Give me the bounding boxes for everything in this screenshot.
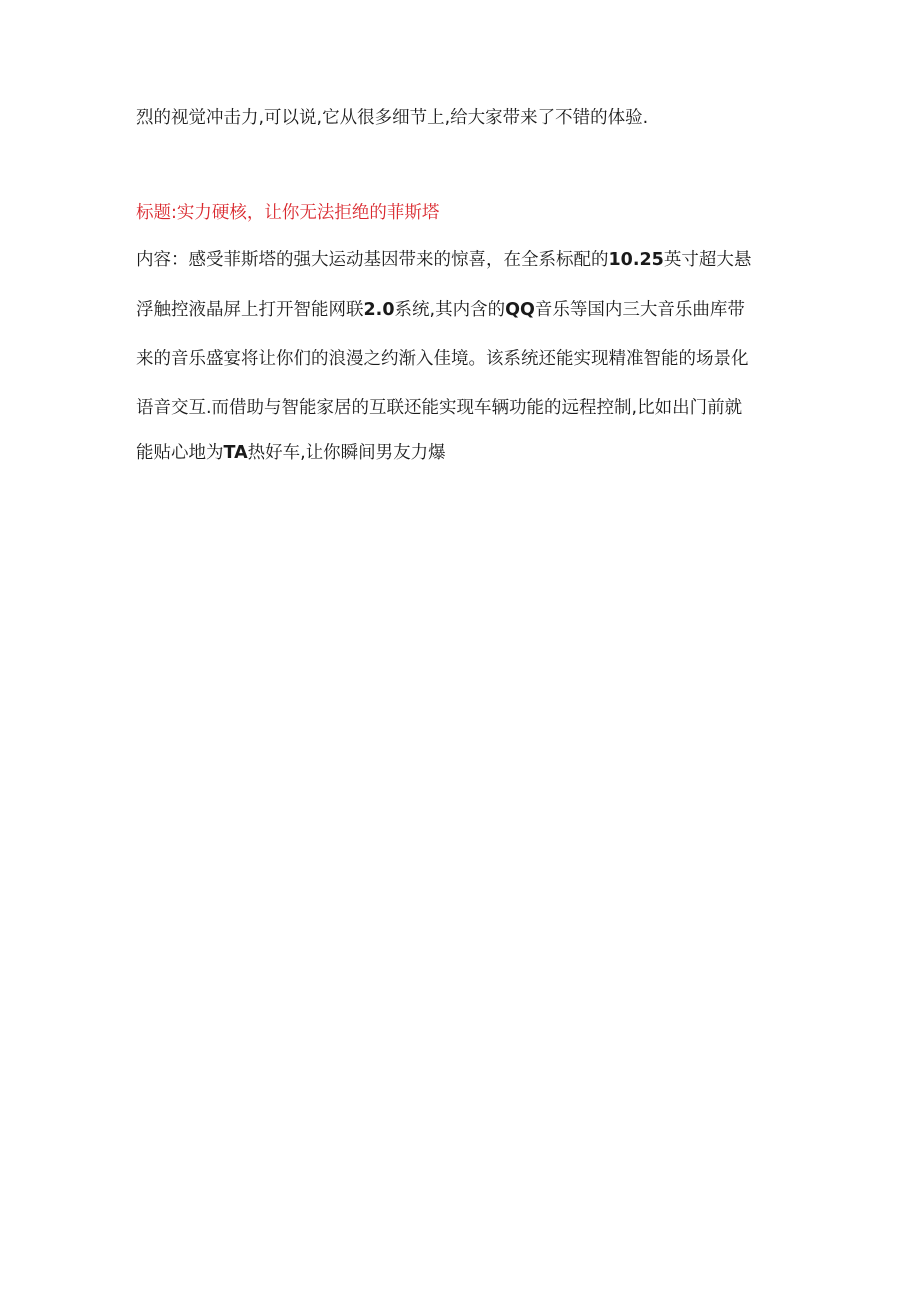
content-bold-brand: QQ: [505, 300, 535, 320]
section-heading: 标题:实力硬核，让你无法拒绝的菲斯塔: [136, 203, 440, 223]
content-text: 系统,其内含的: [394, 300, 506, 320]
content-bold-number: 10.25: [608, 250, 664, 270]
content-text: 音乐等国内三大音乐曲库带: [534, 300, 745, 320]
content-text: 英寸超大悬: [663, 250, 752, 270]
content-text: 内容：感受菲斯塔的强大运动基因带来的惊喜，在全系标配的: [136, 250, 609, 270]
content-line-3: 来的音乐盛宴将让你们的浪漫之约渐入佳境。该系统还能实现精准智能的场景化: [136, 349, 749, 369]
intro-paragraph-line: 烈的视觉冲击力,可以说,它从很多细节上,给大家带来了不错的体验.: [136, 108, 649, 128]
content-line-4: 语音交互.而借助与智能家居的互联还能实现车辆功能的远程控制,比如出门前就: [136, 398, 743, 418]
content-line-2: [136, 298, 745, 322]
content-bold-version: 2.0: [363, 300, 395, 320]
content-text: 热好车,让你瞬间男友力爆: [247, 443, 446, 463]
content-text: 浮触控液晶屏上打开智能网联: [136, 300, 364, 320]
content-bold-ta: TA: [223, 443, 248, 463]
content-line-5: [136, 441, 446, 465]
content-text: 能贴心地为: [136, 443, 224, 463]
content-line-1: [136, 248, 751, 272]
